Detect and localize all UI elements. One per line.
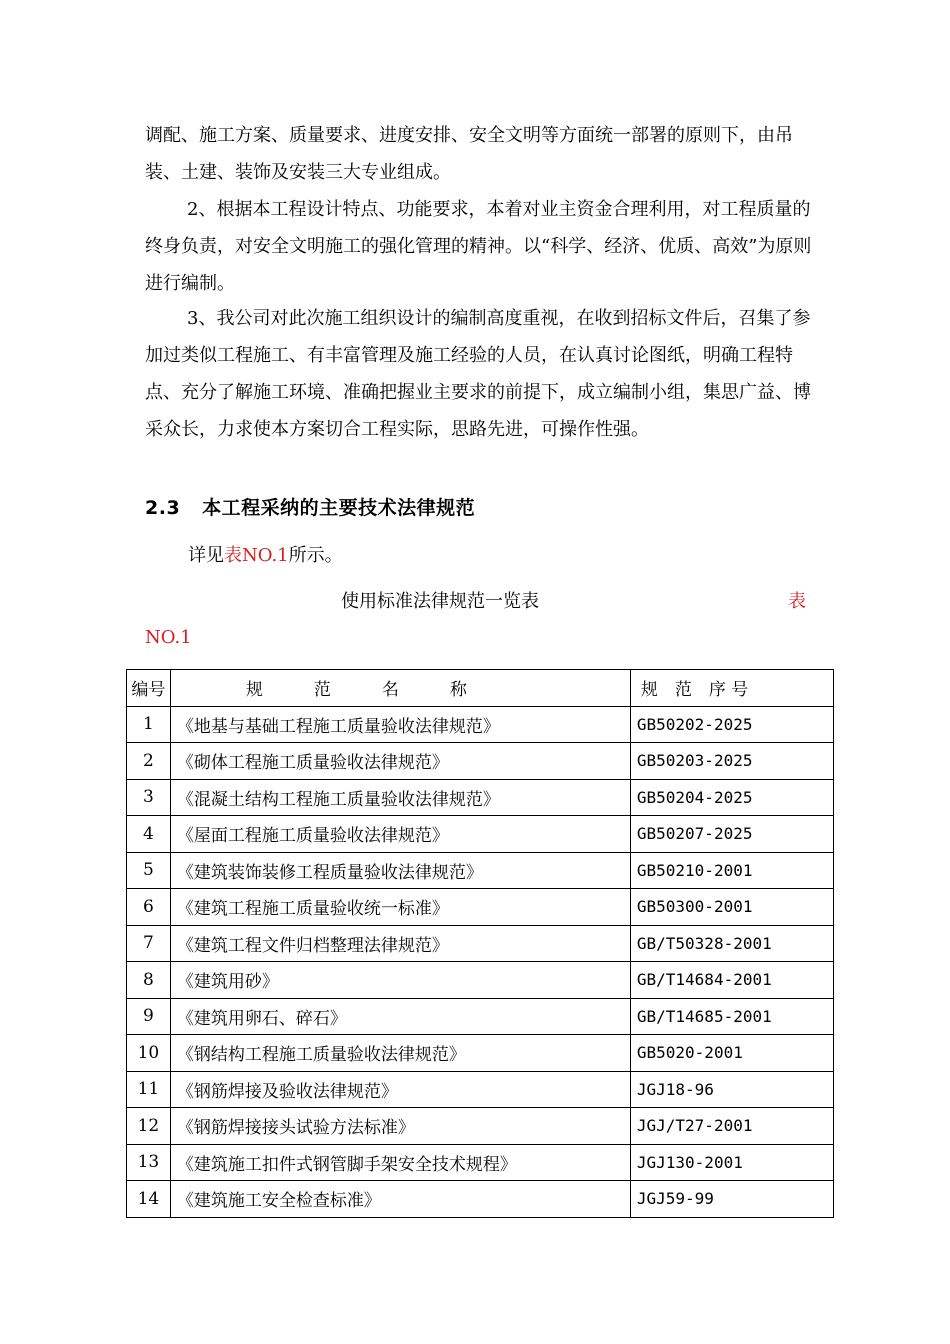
table-row — [127, 1035, 834, 1072]
cell-number: 14 — [127, 1181, 171, 1218]
reference-prefix: 详见 — [188, 545, 224, 566]
cell-code: GB/T50328-2001 — [630, 925, 833, 962]
table-header-row — [127, 670, 834, 707]
cell-name: 《钢筋焊接接头试验方法标准》 — [170, 1108, 630, 1145]
cell-number: 6 — [127, 889, 171, 926]
table-row — [127, 998, 834, 1035]
cell-name: 《砌体工程施工质量验收法律规范》 — [170, 743, 630, 780]
table-row — [127, 1108, 834, 1145]
header-name: 规 范 名 称 — [170, 670, 630, 707]
cell-name: 《建筑装饰装修工程质量验收法律规范》 — [170, 852, 630, 889]
table-row — [127, 816, 834, 853]
cell-name: 《建筑施工扣件式钢管脚手架安全技术规程》 — [170, 1144, 630, 1181]
table-row — [127, 779, 834, 816]
cell-code: JGJ18-96 — [630, 1071, 833, 1108]
cell-code: JGJ59-99 — [630, 1181, 833, 1218]
cell-name: 《建筑工程文件归档整理法律规范》 — [170, 925, 630, 962]
cell-number: 4 — [127, 816, 171, 853]
reference-suffix: 所示。 — [288, 545, 343, 566]
cell-code: JGJ130-2001 — [630, 1144, 833, 1181]
table-row — [127, 1144, 834, 1181]
cell-number: 3 — [127, 779, 171, 816]
cell-number: 8 — [127, 962, 171, 999]
cell-code: GB/T14684-2001 — [630, 962, 833, 999]
cell-number: 13 — [127, 1144, 171, 1181]
cell-number: 2 — [127, 743, 171, 780]
cell-code: GB/T14685-2001 — [630, 998, 833, 1035]
table-row — [127, 925, 834, 962]
cell-number: 12 — [127, 1108, 171, 1145]
table-caption: 使用标准法律规范一览表 — [341, 591, 539, 612]
header-number: 编号 — [127, 670, 171, 707]
cell-name: 《建筑用卵石、碎石》 — [170, 998, 630, 1035]
cell-code: GB5020-2001 — [630, 1035, 833, 1072]
table-row — [127, 1181, 834, 1218]
table-row — [127, 852, 834, 889]
cell-name: 《建筑施工安全检查标准》 — [170, 1181, 630, 1218]
cell-code: GB50204-2025 — [630, 779, 833, 816]
table-row — [127, 889, 834, 926]
cell-number: 5 — [127, 852, 171, 889]
cell-code: GB50210-2001 — [630, 852, 833, 889]
body-paragraph-3: 3、我公司对此次施工组织设计的编制高度重视，在收到招标文件后，召集了参加过类似工程施工、有丰富管理及施工经验的人员，在认真讨论图纸，明确工程特点、充分了解施工环境、准确把握业主要求的前提下，成立编制小组，集思广益、博采众长，力求使本方案切合工程实际，思路先进，可操作性强。 — [145, 308, 811, 440]
cell-name: 《地基与基础工程施工质量验收法律规范》 — [170, 706, 630, 743]
cell-name: 《钢筋焊接及验收法律规范》 — [170, 1071, 630, 1108]
table-row — [127, 1071, 834, 1108]
section-number: 2.3 — [145, 497, 181, 519]
cell-name: 《钢结构工程施工质量验收法律规范》 — [170, 1035, 630, 1072]
cell-code: GB50202-2025 — [630, 706, 833, 743]
cell-code: GB50207-2025 — [630, 816, 833, 853]
cell-number: 11 — [127, 1071, 171, 1108]
table-label-a: 表 — [788, 591, 806, 612]
table-reference-link: 表NO.1 — [224, 545, 289, 566]
cell-code: GB50203-2025 — [630, 743, 833, 780]
table-row — [127, 962, 834, 999]
cell-name: 《建筑工程施工质量验收统一标准》 — [170, 889, 630, 926]
table-row — [127, 706, 834, 743]
table-reference — [188, 541, 343, 571]
body-paragraph-2: 2、根据本工程设计特点、功能要求，本着对业主资金合理利用，对工程质量的终身负责，对安全文明施工的强化管理的精神。以“科学、经济、优质、高效”为原则进行编制。 — [145, 199, 812, 294]
cell-number: 10 — [127, 1035, 171, 1072]
standards-table — [126, 669, 834, 1218]
cell-number: 7 — [127, 925, 171, 962]
body-paragraph-1: 调配、施工方案、质量要求、进度安排、安全文明等方面统一部署的原则下，由吊装、土建、装饰及安装三大专业组成。 — [145, 125, 793, 183]
header-code: 规 范 序 号 — [630, 670, 833, 707]
cell-name: 《混凝土结构工程施工质量验收法律规范》 — [170, 779, 630, 816]
cell-number: 1 — [127, 706, 171, 743]
cell-code: JGJ/T27-2001 — [630, 1108, 833, 1145]
section-title: 本工程采纳的主要技术法律规范 — [202, 497, 476, 519]
cell-code: GB50300-2001 — [630, 889, 833, 926]
table-row — [127, 743, 834, 780]
cell-number: 9 — [127, 998, 171, 1035]
section-heading — [145, 493, 475, 520]
cell-name: 《建筑用砂》 — [170, 962, 630, 999]
table-label-b: NO.1 — [145, 627, 192, 648]
cell-name: 《屋面工程施工质量验收法律规范》 — [170, 816, 630, 853]
